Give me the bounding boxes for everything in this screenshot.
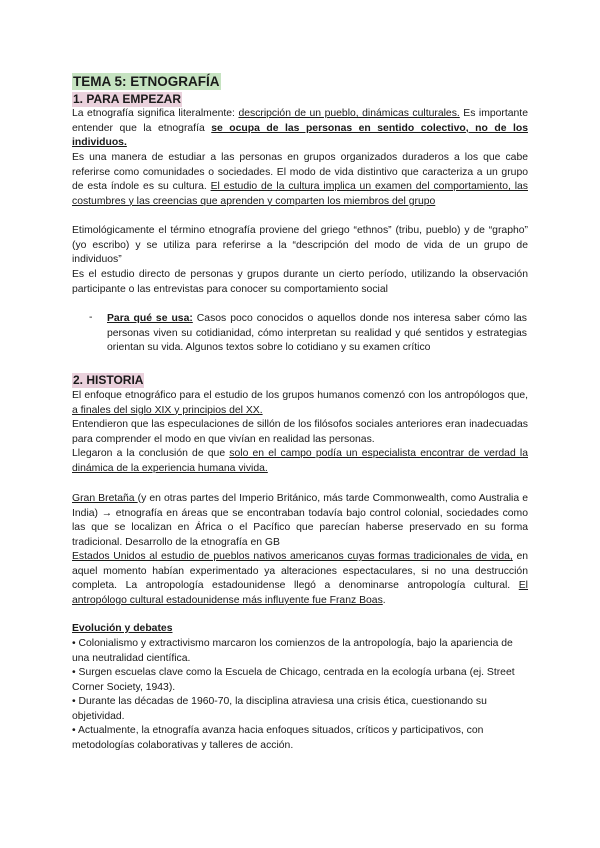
evolution-list-item: • Durante las décadas de 1960-70, la disciplina atraviesa una crisis ética, cuestionando su objetividad. xyxy=(72,696,487,722)
list-item-uses: Para qué se usa: Casos poco conocidos o aquellos donde nos interesa saber cómo las personas viven su cotidianidad, cómo interpretan su realidad y qué sentidos y estrategias orientan su vida. Algunos textos sobre lo cotidiano y su examen crítico xyxy=(107,313,527,354)
subheading-evolution: Evolución y debates xyxy=(72,623,173,634)
evolution-list-item: • Colonialismo y extractivismo marcaron los comienzos de la antropología, bajo la apariencia de una neutralidad científica. xyxy=(72,638,513,664)
paragraph-united-states: Estados Unidos al estudio de pueblos nativos americanos cuyas formas tradicionales de vida, en aquel momento habían experimentado ya alteraciones espectaculares, si no una destrucción completa. La antropología estadounidense llegó a denominarse antropología cultural. El antropólogo cultural estadounidense más influyente fue Franz Boas. xyxy=(72,551,529,606)
paragraph-armchair: Entendieron que las especulaciones de sillón de los filósofos sociales anteriores eran inadecuadas para comprender el modo en que vivían en realidad las personas. xyxy=(72,419,528,445)
paragraph-fieldwork: Llegaron a la conclusión de que solo en el campo podía un especialista encontrar de verdad la dinámica de la experiencia humana vivida. xyxy=(72,448,528,474)
paragraph-great-britain: Gran Bretaña (y en otras partes del Imperio Británico, más tarde Commonwealth, como Australia e India) → etnografía en áreas que se encontraban todavía bajo control colonial, sociedades como las que se localizan en África o el Pacífico que parecían haberse preservado en su forma tradicional. Desarrollo de la etnografía en GB xyxy=(72,493,528,548)
section-heading-para-empezar: 1. PARA EMPEZAR xyxy=(73,92,182,106)
page-title: TEMA 5: ETNOGRAFÍA xyxy=(73,74,220,89)
paragraph-etymology: Etimológicamente el término etnografía proviene del griego “ethnos” (tribu, pueblo) y de “grapho” (yo escribo) y se utiliza para referirse a la “descripción del modo de vida de un grupo de individuos” xyxy=(72,225,528,266)
paragraph-study-groups: Es una manera de estudiar a las personas en grupos organizados duraderos a los que cabe referirse como comunidades o sociedades. El modo de vida distintivo que caracteriza a un grupo de esta índole es su cultura. El estudio de la cultura implica un examen del comportamiento, las costumbres y las creencias que aprenden y comparten los miembros del grupo xyxy=(72,152,528,207)
evolution-list-item: • Actualmente, la etnografía avanza hacia enfoques situados, críticos y participativos, con metodologías colaborativas y talleres de acción. xyxy=(72,725,484,751)
section-heading-historia: 2. HISTORIA xyxy=(73,373,144,387)
evolution-list-item: • Surgen escuelas clave como la Escuela de Chicago, centrada en la ecología urbana (ej. Street Corner Society, 1943). xyxy=(72,667,515,693)
paragraph-origins: El enfoque etnográfico para el estudio de los grupos humanos comenzó con los antropólogos que, a finales del siglo XIX y principios del XX. xyxy=(72,390,528,416)
paragraph-definition: La etnografía significa literalmente: descripción de un pueblo, dinámicas culturales. Es importante entender que la etnografía se ocupa de las personas en sentido colectivo, no de los individuos. xyxy=(72,108,528,149)
list-dash: - xyxy=(89,312,93,323)
paragraph-direct-study: Es el estudio directo de personas y grupos durante un cierto período, utilizando la observación participante o las entrevistas para conocer su comportamiento social xyxy=(72,269,528,295)
